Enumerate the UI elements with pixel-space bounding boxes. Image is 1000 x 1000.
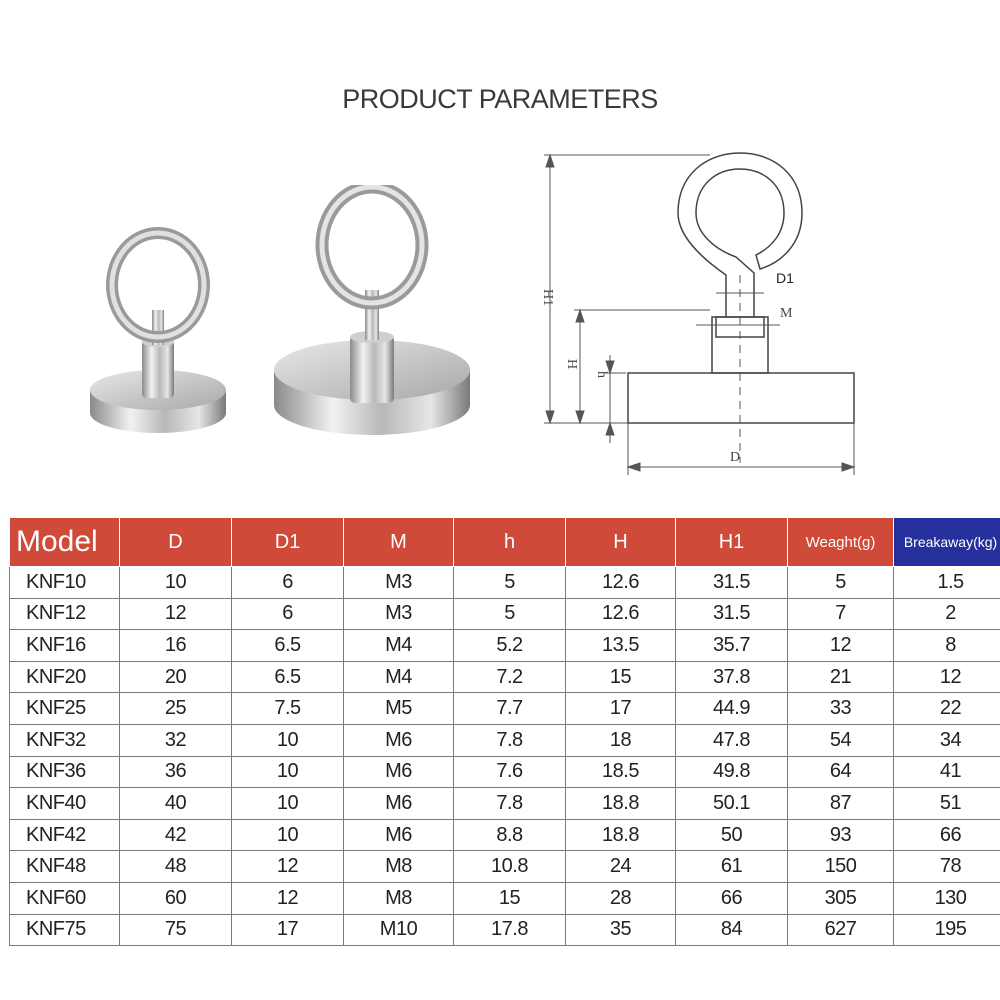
table-cell: 84: [676, 914, 788, 946]
table-cell: 15: [454, 882, 566, 914]
table-cell: 24: [566, 851, 676, 883]
product-photo: [70, 185, 470, 455]
table-cell: 50.1: [676, 788, 788, 820]
table-cell: M6: [344, 756, 454, 788]
table-cell: 12.6: [566, 598, 676, 630]
table-cell: KNF60: [10, 882, 120, 914]
table-cell: 64: [788, 756, 894, 788]
table-cell: 195: [894, 914, 1000, 946]
table-cell: 12.6: [566, 567, 676, 599]
parameters-table: [9, 517, 1000, 946]
table-cell: 12: [232, 851, 344, 883]
table-cell: 75: [120, 914, 232, 946]
header-breakaway: Breakaway(kg): [894, 518, 1000, 567]
dim-label-d1: D1: [776, 270, 794, 286]
table-cell: 10: [232, 819, 344, 851]
table-cell: 7.8: [454, 788, 566, 820]
table-cell: 12: [232, 882, 344, 914]
table-cell: M10: [344, 914, 454, 946]
table-cell: 2: [894, 598, 1000, 630]
table-cell: 66: [676, 882, 788, 914]
table-cell: 60: [120, 882, 232, 914]
table-row: [10, 914, 1000, 946]
table-cell: 18.5: [566, 756, 676, 788]
header-model: Model: [10, 518, 120, 567]
table-row: [10, 598, 1000, 630]
table-cell: 7.6: [454, 756, 566, 788]
table-cell: KNF10: [10, 567, 120, 599]
table-cell: 17: [566, 693, 676, 725]
table-cell: M6: [344, 724, 454, 756]
dim-label-d: D: [730, 450, 741, 465]
table-cell: 66: [894, 819, 1000, 851]
table-cell: 93: [788, 819, 894, 851]
table-body: [10, 567, 1000, 946]
table-cell: 627: [788, 914, 894, 946]
table-cell: 18.8: [566, 819, 676, 851]
table-cell: KNF20: [10, 661, 120, 693]
table-cell: 7.7: [454, 693, 566, 725]
table-cell: 7.2: [454, 661, 566, 693]
table-cell: M3: [344, 567, 454, 599]
table-cell: 41: [894, 756, 1000, 788]
table-cell: 42: [120, 819, 232, 851]
table-cell: 51: [894, 788, 1000, 820]
page-title: PRODUCT PARAMETERS: [342, 84, 658, 114]
table-cell: 78: [894, 851, 1000, 883]
dim-label-h1: H1: [540, 289, 555, 307]
table-cell: M6: [344, 819, 454, 851]
table-cell: 10: [232, 756, 344, 788]
dimension-drawing: [530, 145, 870, 485]
table-cell: KNF32: [10, 724, 120, 756]
table-row: [10, 567, 1000, 599]
table-cell: 8: [894, 630, 1000, 662]
table-cell: M5: [344, 693, 454, 725]
table-cell: 28: [566, 882, 676, 914]
table-cell: KNF16: [10, 630, 120, 662]
table-cell: 7.8: [454, 724, 566, 756]
table-cell: 15: [566, 661, 676, 693]
table-cell: 48: [120, 851, 232, 883]
table-cell: KNF40: [10, 788, 120, 820]
table-cell: 13.5: [566, 630, 676, 662]
header-h-big: H: [566, 518, 676, 567]
table-cell: M4: [344, 661, 454, 693]
table-row: [10, 693, 1000, 725]
table-cell: 22: [894, 693, 1000, 725]
table-cell: 7: [788, 598, 894, 630]
table-cell: 40: [120, 788, 232, 820]
table-cell: 34: [894, 724, 1000, 756]
large-magnet: [274, 187, 470, 435]
table-cell: M6: [344, 788, 454, 820]
table-cell: 33: [788, 693, 894, 725]
table-cell: 50: [676, 819, 788, 851]
table-cell: KNF48: [10, 851, 120, 883]
table-cell: 36: [120, 756, 232, 788]
table-cell: 61: [676, 851, 788, 883]
header-h1: H1: [676, 518, 788, 567]
header-h-small: h: [454, 518, 566, 567]
table-cell: M4: [344, 630, 454, 662]
table-cell: 31.5: [676, 567, 788, 599]
table-cell: M3: [344, 598, 454, 630]
table-cell: 10: [232, 788, 344, 820]
table-cell: 10.8: [454, 851, 566, 883]
table-cell: 35: [566, 914, 676, 946]
table-cell: 1.5: [894, 567, 1000, 599]
table-cell: KNF42: [10, 819, 120, 851]
table-cell: 305: [788, 882, 894, 914]
table-cell: 37.8: [676, 661, 788, 693]
table-cell: 150: [788, 851, 894, 883]
header-m: M: [344, 518, 454, 567]
table-cell: 20: [120, 661, 232, 693]
dim-label-H: H: [564, 359, 579, 370]
table-cell: 16: [120, 630, 232, 662]
table-cell: KNF25: [10, 693, 120, 725]
table-cell: 12: [120, 598, 232, 630]
table-row: [10, 630, 1000, 662]
table-cell: 17.8: [454, 914, 566, 946]
table-cell: 35.7: [676, 630, 788, 662]
header-d1: D1: [232, 518, 344, 567]
header-weight: Weaght(g): [788, 518, 894, 567]
table-cell: 12: [788, 630, 894, 662]
table-cell: 5: [788, 567, 894, 599]
table-cell: 5.2: [454, 630, 566, 662]
table-cell: 47.8: [676, 724, 788, 756]
table-cell: KNF12: [10, 598, 120, 630]
table-cell: 31.5: [676, 598, 788, 630]
table-row: [10, 788, 1000, 820]
table-cell: 10: [232, 724, 344, 756]
table-cell: 6.5: [232, 630, 344, 662]
table-cell: 21: [788, 661, 894, 693]
table-row: [10, 756, 1000, 788]
table-cell: 7.5: [232, 693, 344, 725]
table-row: [10, 851, 1000, 883]
table-cell: 49.8: [676, 756, 788, 788]
table-cell: 32: [120, 724, 232, 756]
table-row: [10, 724, 1000, 756]
table-cell: 6.5: [232, 661, 344, 693]
table-cell: 87: [788, 788, 894, 820]
table-cell: 17: [232, 914, 344, 946]
small-magnet: [90, 233, 226, 433]
table-cell: 10: [120, 567, 232, 599]
table-cell: KNF36: [10, 756, 120, 788]
table-cell: 5: [454, 598, 566, 630]
table-cell: 5: [454, 567, 566, 599]
table-cell: M8: [344, 851, 454, 883]
table-cell: 44.9: [676, 693, 788, 725]
table-cell: 18.8: [566, 788, 676, 820]
header-d: D: [120, 518, 232, 567]
dim-label-m: M: [780, 306, 793, 321]
table-cell: 130: [894, 882, 1000, 914]
table-header-row: [10, 518, 1000, 567]
table-row: [10, 819, 1000, 851]
table-cell: 6: [232, 567, 344, 599]
table-row: [10, 882, 1000, 914]
table-cell: KNF75: [10, 914, 120, 946]
table-cell: 25: [120, 693, 232, 725]
table-cell: 18: [566, 724, 676, 756]
table-cell: 54: [788, 724, 894, 756]
table-cell: 6: [232, 598, 344, 630]
table-cell: 8.8: [454, 819, 566, 851]
table-cell: M8: [344, 882, 454, 914]
table-cell: 12: [894, 661, 1000, 693]
table-row: [10, 661, 1000, 693]
dim-label-h: h: [594, 371, 609, 378]
